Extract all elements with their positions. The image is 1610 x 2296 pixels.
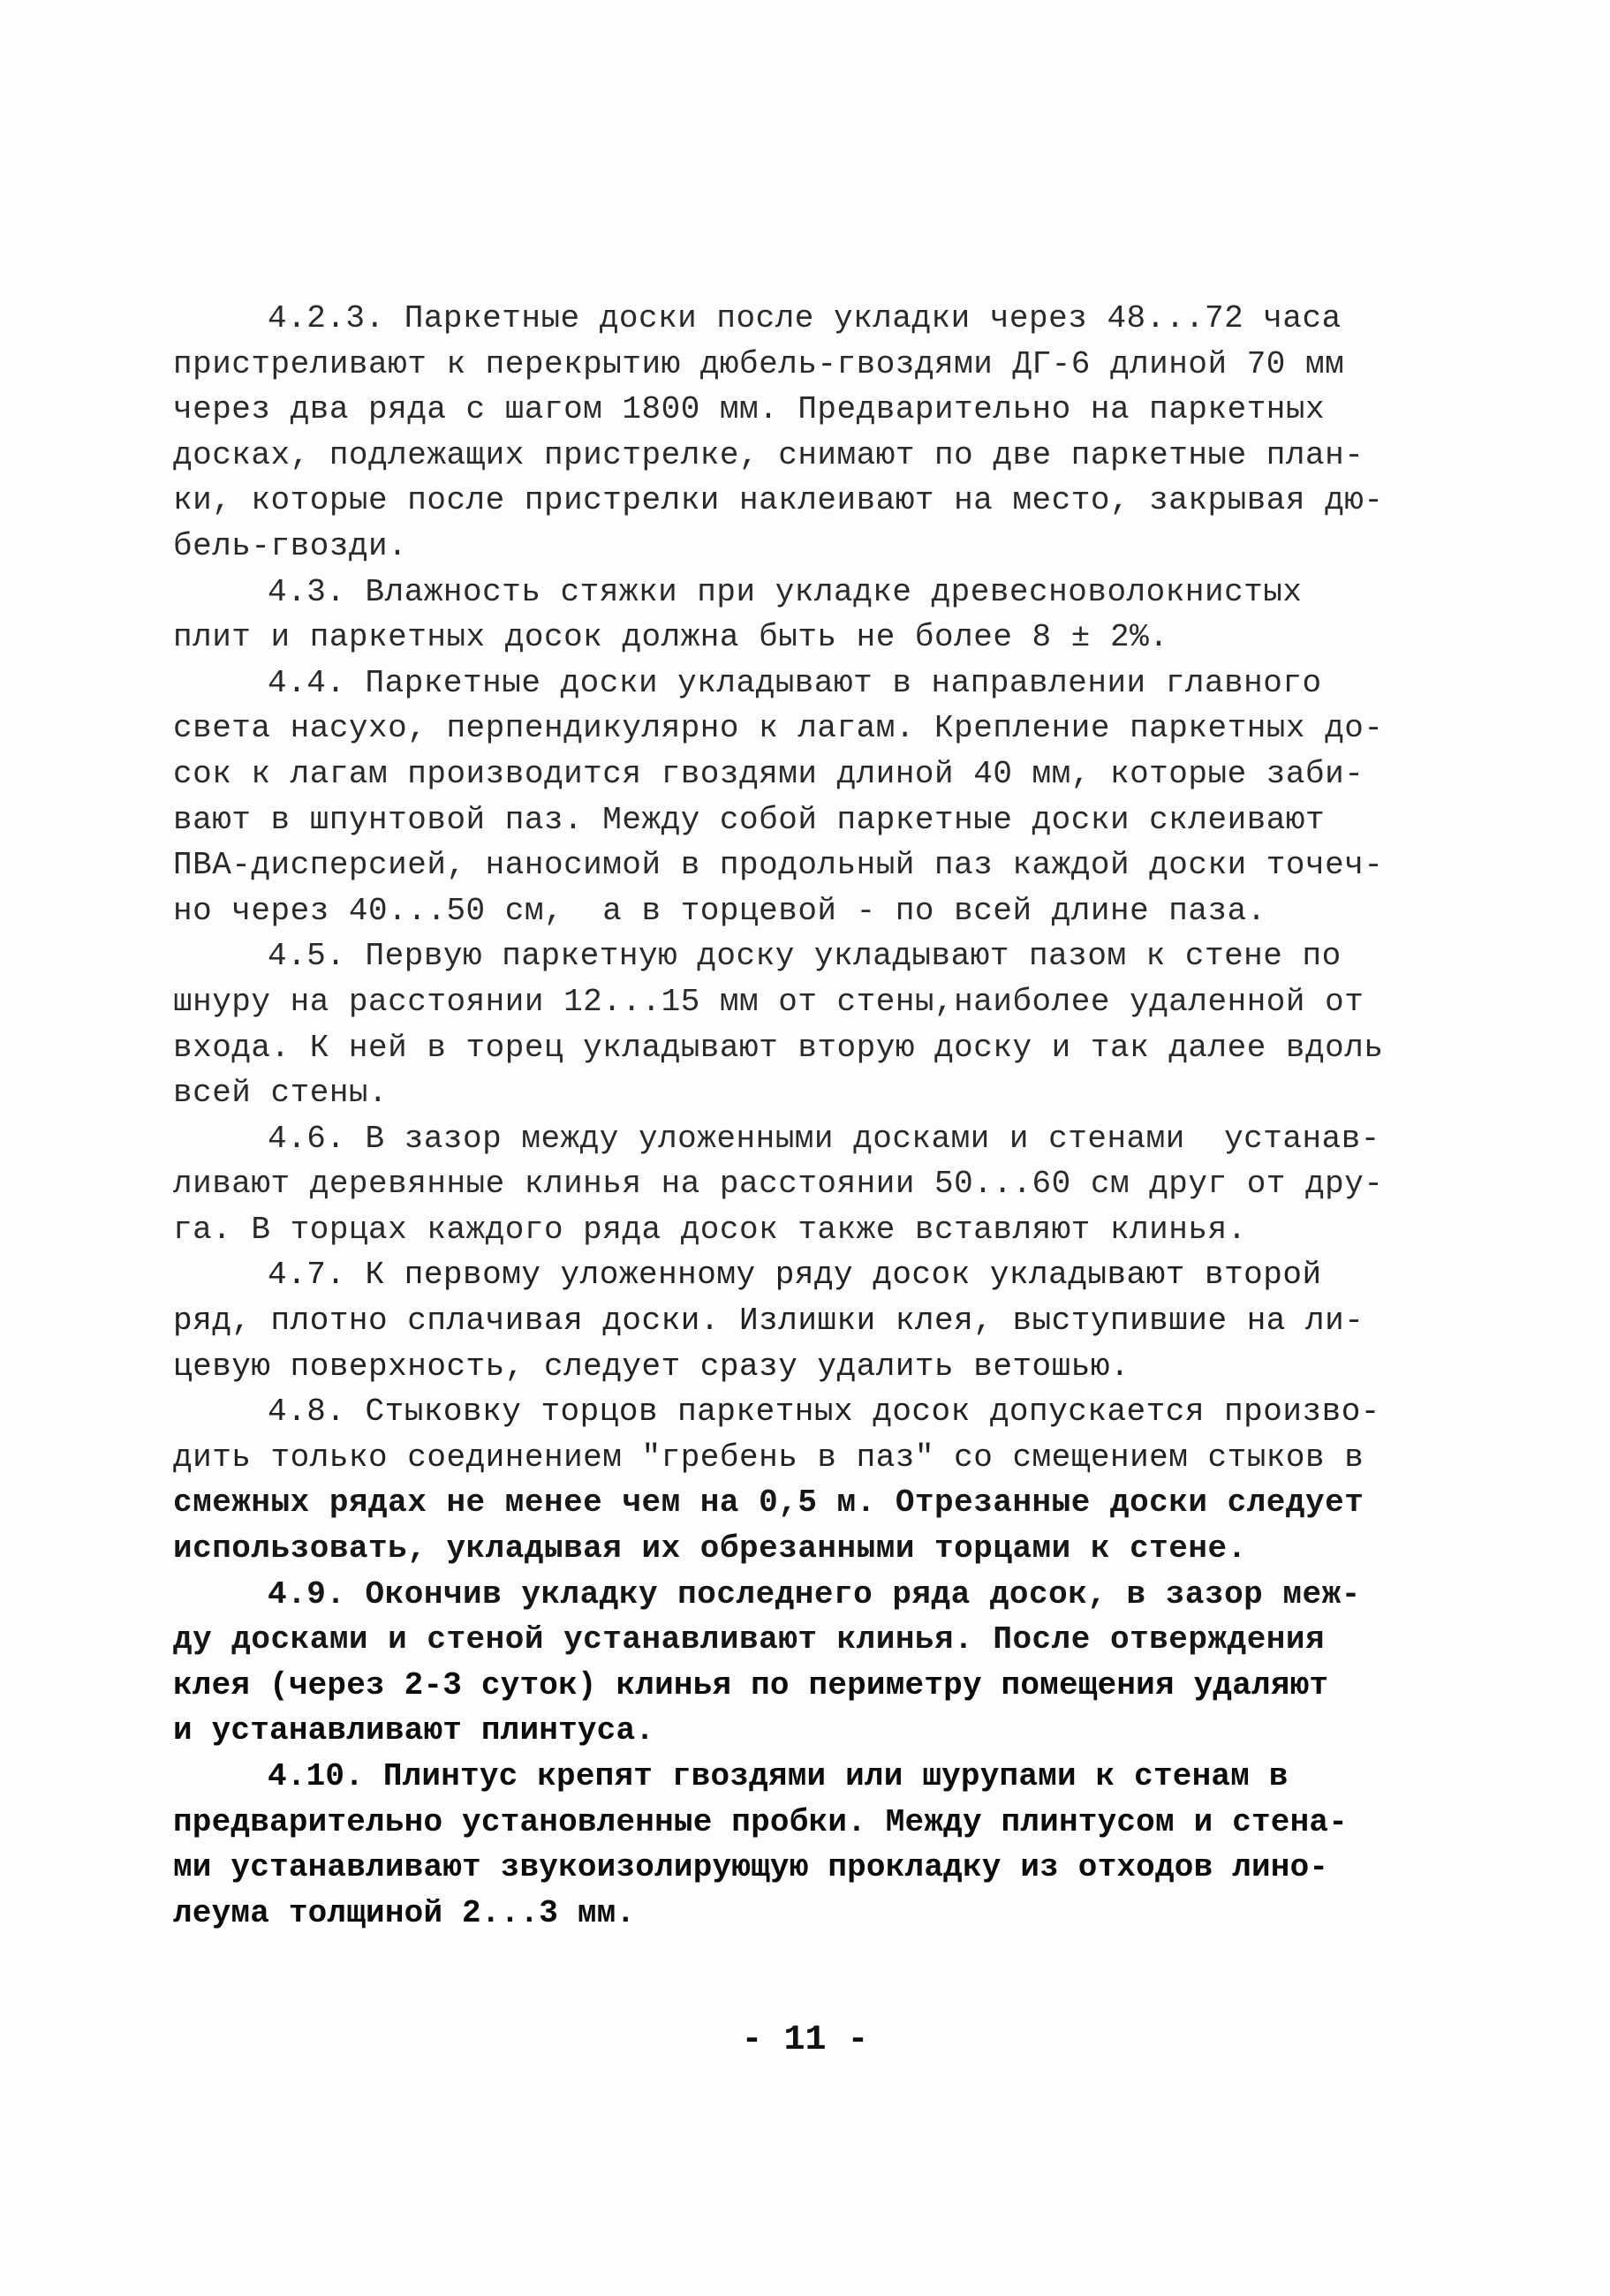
- text-line: всей стены.: [173, 1075, 389, 1112]
- text-line: дить только соединением "гребень в паз" со смещением стыков в: [173, 1439, 1364, 1476]
- text-line: сок к лагам производится гвоздями длиной 40 мм, которые заби-: [173, 755, 1364, 792]
- text-line: вают в шпунтовой паз. Между собой паркетные доски склеивают: [173, 801, 1326, 838]
- text-line: ряд, плотно сплачивая доски. Излишки клея, выступившие на ли-: [173, 1303, 1364, 1340]
- text-line: 4.4. Паркетные доски укладывают в направлении главного: [268, 664, 1322, 701]
- text-line: га. В торцах каждого ряда досок также вставляют клинья.: [173, 1211, 1247, 1248]
- text-line: досках, подлежащих пристрелке, снимают по две паркетные план-: [173, 436, 1364, 473]
- text-line: ливают деревянные клинья на расстоянии 50...60 см друг от дру-: [173, 1166, 1384, 1203]
- text-line: клея (через 2-3 суток) клинья по периметру помещения удаляют: [173, 1666, 1329, 1703]
- text-line: 4.8. Стыковку торцов паркетных досок допускается произво-: [268, 1393, 1380, 1431]
- text-line: цевую поверхность, следует сразу удалить ветошью.: [173, 1348, 1130, 1385]
- text-line: 4.10. Плинтус крепят гвоздями или шурупами к стенам в: [268, 1758, 1289, 1794]
- text-line: ми устанавливают звукоизолирующую прокладку из отходов лино-: [173, 1849, 1329, 1886]
- text-line: использовать, укладывая их обрезанными торцами к стене.: [173, 1530, 1247, 1567]
- text-line: 4.5. Первую паркетную доску укладывают пазом к стене по: [268, 938, 1342, 975]
- document-body: [173, 296, 1384, 1936]
- text-line: 4.6. В зазор между уложенными досками и стенами устанав-: [268, 1120, 1380, 1157]
- text-line: 4.2.3. Паркетные доски после укладки через 48...72 часа: [268, 300, 1342, 336]
- text-line: смежных рядах не менее чем на 0,5 м. Отрезанные доски следует: [173, 1484, 1364, 1522]
- text-line: плит и паркетных досок должна быть не более 8 ± 2%.: [173, 619, 1169, 656]
- text-line: 4.3. Влажность стяжки при укладке древесноволокнистых: [268, 573, 1303, 610]
- text-line: ки, которые после пристрелки наклеивают на место, закрывая дю-: [173, 482, 1384, 519]
- text-line: света насухо, перпендикулярно к лагам. Крепление паркетных до-: [173, 710, 1384, 747]
- text-line: шнуру на расстоянии 12...15 мм от стены,наиболее удаленной от: [173, 983, 1364, 1020]
- text-line: ду досками и стеной устанавливают клинья. После отверждения: [173, 1621, 1326, 1658]
- text-line: ПВА-дисперсией, наносимой в продольный паз каждой доски точеч-: [173, 847, 1384, 884]
- text-line: через два ряда с шагом 1800 мм. Предварительно на паркетных: [173, 391, 1326, 428]
- text-line: входа. К ней в торец укладывают вторую доску и так далее вдоль: [173, 1029, 1384, 1066]
- text-line: 4.7. К первому уложенному ряду досок укладывают второй: [268, 1257, 1322, 1294]
- page-number: - 11 -: [741, 2020, 869, 2060]
- text-line: но через 40...50 см, а в торцевой - по всей длине паза.: [173, 892, 1266, 929]
- text-line: предварительно установленные пробки. Между плинтусом и стена-: [173, 1803, 1349, 1840]
- text-line: бель-гвозди.: [173, 527, 408, 564]
- text-line: 4.9. Окончив укладку последнего ряда досок, в зазор меж-: [268, 1575, 1361, 1612]
- text-line: и устанавливают плинтуса.: [173, 1712, 655, 1749]
- text-line: леума толщиной 2...3 мм.: [173, 1894, 636, 1931]
- text-line: пристреливают к перекрытию дюбель-гвоздями ДГ-6 длиной 70 мм: [173, 345, 1345, 382]
